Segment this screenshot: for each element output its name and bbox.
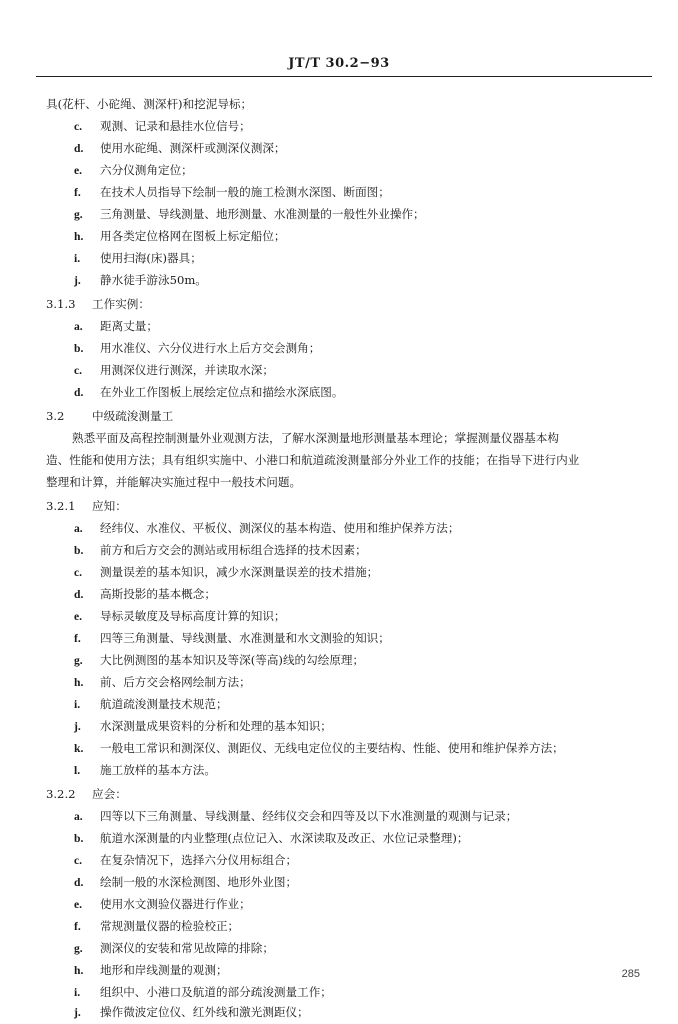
list-item xyxy=(74,586,216,603)
list-item-text: 水深测量成果资料的分析和处理的基本知识； xyxy=(100,719,332,733)
list-item-text: 用水准仪、六分仪进行水上后方交会测角； xyxy=(100,341,321,355)
page-header-code: JT/T 30.2−93 xyxy=(288,56,390,71)
list-item-mark: f. xyxy=(74,632,81,645)
list-item xyxy=(74,608,286,625)
list-item-text: 导标灵敏度及导标高度计算的知识； xyxy=(100,609,286,623)
list-item xyxy=(74,718,332,735)
list-item xyxy=(74,520,459,537)
list-item-text: 六分仪测角定位； xyxy=(100,163,193,177)
list-item xyxy=(74,740,564,757)
list-item-text: 测深仪的安装和常见故障的排除； xyxy=(100,941,274,955)
list-item-mark: b. xyxy=(74,342,84,355)
list-item-mark: e. xyxy=(74,610,83,623)
list-item-mark: f. xyxy=(74,920,81,933)
list-item-mark: c. xyxy=(74,566,83,579)
list-item xyxy=(74,384,343,401)
header-rule xyxy=(36,76,652,77)
list-item xyxy=(74,984,332,1001)
list-item xyxy=(74,1004,309,1021)
list-item-text: 在外业工作图板上展绘定位点和描绘水深底图。 xyxy=(100,385,344,399)
list-item xyxy=(74,362,274,379)
list-item xyxy=(74,896,251,913)
list-item-text: 在技术人员指导下绘制一般的施工检测水深图、断面图； xyxy=(100,185,390,199)
section-title: 应知： xyxy=(92,499,127,513)
list-item-mark: j. xyxy=(74,1006,81,1019)
list-item-text: 高斯投影的基本概念； xyxy=(100,587,216,601)
list-item-text: 测量误差的基本知识，减少水深测量误差的技术措施； xyxy=(100,565,379,579)
list-item-mark: d. xyxy=(74,876,84,889)
list-item-text: 静水徒手游泳50m。 xyxy=(100,273,207,287)
list-item-text: 用各类定位格网在图板上标定船位； xyxy=(100,229,286,243)
list-item-mark: i. xyxy=(74,986,81,999)
list-item xyxy=(74,542,367,559)
list-item xyxy=(74,564,378,581)
section-number: 3.2.2 xyxy=(46,787,76,801)
list-item-mark: g. xyxy=(74,654,83,667)
list-item-mark: e. xyxy=(74,898,83,911)
list-item xyxy=(74,808,517,825)
list-item xyxy=(74,962,228,979)
list-item xyxy=(74,228,286,245)
list-item xyxy=(74,918,239,935)
list-item xyxy=(74,206,425,223)
list-item-text: 前方和后方交会的测站或用标组合选择的技术因素； xyxy=(100,543,367,557)
list-item-mark: g. xyxy=(74,942,83,955)
list-item xyxy=(74,250,202,267)
list-item-mark: d. xyxy=(74,386,84,399)
list-item-mark: d. xyxy=(74,142,84,155)
list-item xyxy=(74,852,297,869)
list-item-text: 地形和岸线测量的观测； xyxy=(100,963,228,977)
list-item-mark: c. xyxy=(74,120,83,133)
list-item-mark: a. xyxy=(74,810,83,823)
list-item-text: 使用扫海(床)器具； xyxy=(100,251,202,265)
list-item xyxy=(74,140,286,157)
list-item-mark: h. xyxy=(74,676,84,689)
list-item-mark: c. xyxy=(74,364,83,377)
list-item xyxy=(74,696,228,713)
list-item-mark: d. xyxy=(74,588,84,601)
list-item-text: 在复杂情况下，选择六分仪用标组合； xyxy=(100,853,298,867)
list-item-mark: c. xyxy=(74,854,83,867)
list-item-text: 大比例测图的基本知识及等深(等高)线的勾绘原理； xyxy=(100,653,365,667)
list-item-mark: g. xyxy=(74,208,83,221)
page-number: 285 xyxy=(621,968,640,980)
list-item-text: 距离丈量； xyxy=(100,319,158,333)
list-item-mark: a. xyxy=(74,522,83,535)
list-item-text: 前、后方交会格网绘制方法； xyxy=(100,675,251,689)
list-item-mark: h. xyxy=(74,964,84,977)
list-item xyxy=(74,162,193,179)
list-item-text: 用测深仪进行测深，并读取水深； xyxy=(100,363,274,377)
section-heading-3-2-2 xyxy=(46,786,127,802)
intro-line: 具(花杆、小砣绳、测深杆)和挖泥导标； xyxy=(46,97,253,111)
list-item xyxy=(74,674,251,691)
list-item-text: 组织中、小港口及航道的部分疏浚测量工作； xyxy=(100,985,332,999)
list-item-text: 使用水砣绳、测深杆或测深仪测深； xyxy=(100,141,286,155)
list-item-mark: j. xyxy=(74,274,81,287)
list-item-text: 航道疏浚测量技术规范； xyxy=(100,697,228,711)
list-item-mark: b. xyxy=(74,544,84,557)
section-title: 工作实例： xyxy=(92,297,150,311)
list-item-mark: k. xyxy=(74,742,84,755)
list-item-text: 三角测量、导线测量、地形测量、水准测量的一般性外业操作； xyxy=(100,207,425,221)
paragraph-line: 造、性能和使用方法；具有组织实施中、小港口和航道疏浚测量部分外业工作的技能；在指导下进行内业 xyxy=(46,453,580,467)
list-item xyxy=(74,340,320,357)
list-item-text: 四等以下三角测量、导线测量、经纬仪交会和四等及以下水准测量的观测与记录； xyxy=(100,809,518,823)
section-number: 3.2.1 xyxy=(46,499,76,513)
paragraph-line: 整理和计算，并能解决实施过程中一般技术问题。 xyxy=(46,475,302,489)
list-item-mark: b. xyxy=(74,832,84,845)
list-item-mark: j. xyxy=(74,720,81,733)
list-item xyxy=(74,874,297,891)
list-item xyxy=(74,184,390,201)
list-item-mark: f. xyxy=(74,186,81,199)
list-item-mark: a. xyxy=(74,320,83,333)
list-item-text: 操作微波定位仪、红外线和激光测距仪； xyxy=(100,1005,309,1019)
list-item xyxy=(74,272,207,289)
list-item-text: 四等三角测量、导线测量、水准测量和水文测验的知识； xyxy=(100,631,390,645)
list-item-text: 一般电工常识和测深仪、测距仪、无线电定位仪的主要结构、性能、使用和维护保养方法； xyxy=(100,741,564,755)
section-number: 3.2 xyxy=(46,409,65,423)
list-item xyxy=(74,940,274,957)
section-title: 应会： xyxy=(92,787,127,801)
list-item-text: 经纬仪、水准仪、平板仪、测深仪的基本构造、使用和维护保养方法； xyxy=(100,521,460,535)
section-heading-3-1-3 xyxy=(46,296,150,312)
list-item-text: 常规测量仪器的检验校正； xyxy=(100,919,240,933)
list-item-text: 绘制一般的水深检测图、地形外业图； xyxy=(100,875,298,889)
list-item-text: 航道水深测量的内业整理(点位记入、水深读取及改正、水位记录整理)； xyxy=(100,831,469,845)
list-item-mark: i. xyxy=(74,252,81,265)
paragraph-line: 熟悉平面及高程控制测量外业观测方法，了解水深测量地形测量基本理论；掌握测量仪器基本构 xyxy=(72,431,559,445)
list-item xyxy=(74,830,468,847)
section-title: 中级疏浚测量工 xyxy=(92,409,174,423)
list-item-mark: h. xyxy=(74,230,84,243)
list-item xyxy=(74,118,251,135)
list-item xyxy=(74,652,364,669)
list-item-text: 观测、记录和悬挂水位信号； xyxy=(100,119,251,133)
section-number: 3.1.3 xyxy=(46,297,76,311)
section-heading-3-2 xyxy=(46,408,173,424)
list-item-text: 施工放样的基本方法。 xyxy=(100,763,216,777)
list-item-text: 使用水文测验仪器进行作业； xyxy=(100,897,251,911)
list-item-mark: i. xyxy=(74,698,81,711)
section-heading-3-2-1 xyxy=(46,498,127,514)
list-item-mark: e. xyxy=(74,164,83,177)
list-item xyxy=(74,630,390,647)
list-item xyxy=(74,318,158,335)
list-item-mark: l. xyxy=(74,764,81,777)
list-item xyxy=(74,762,216,779)
